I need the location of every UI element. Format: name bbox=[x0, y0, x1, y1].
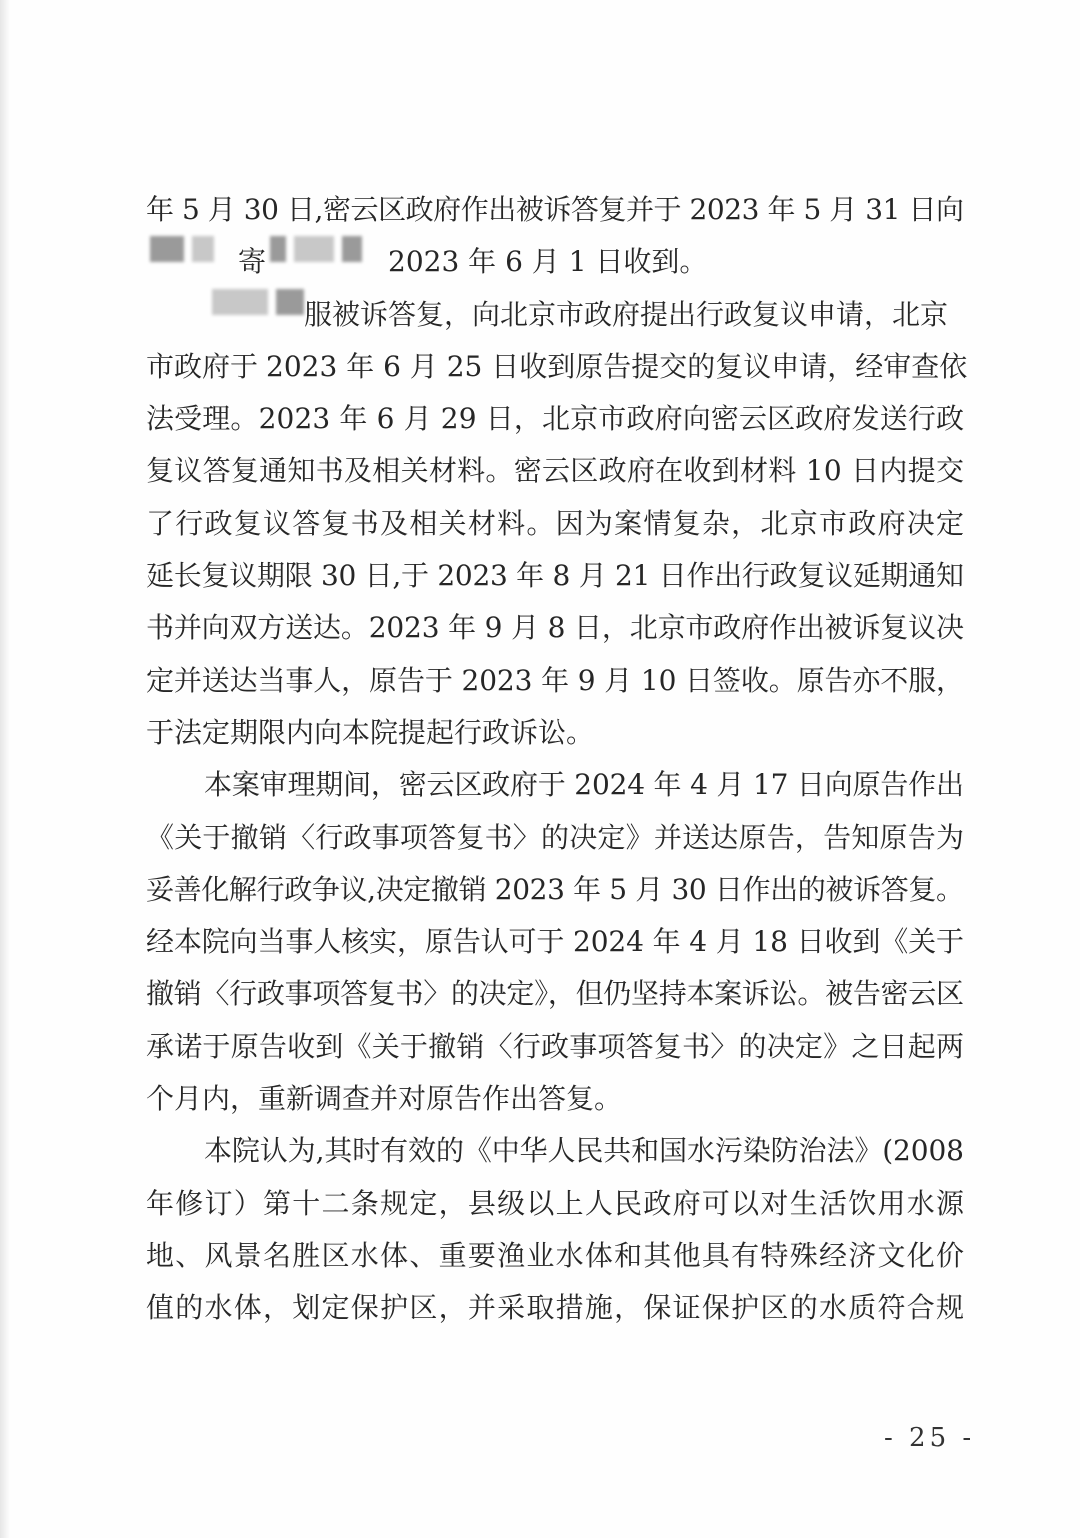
line-text: 书并向双方送达。2023 年 9 月 8 日，北京市政府作出被诉复议决 bbox=[146, 611, 964, 645]
text-line-16 bbox=[146, 968, 964, 1020]
line-text: 妥善化解行政争议,决定撤销 2023 年 5 月 30 日作出的被诉答复。 bbox=[146, 872, 964, 906]
line-text: 本院认为,其时有效的《中华人民共和国水污染防治法》(2008 bbox=[204, 1134, 964, 1168]
text-line-10 bbox=[146, 655, 964, 707]
text-line-14 bbox=[146, 864, 964, 916]
redaction-mark bbox=[294, 236, 334, 262]
text-line-17 bbox=[146, 1021, 964, 1073]
line-text: 2023 年 6 月 25 日收到原告提交的复议申请，经审查依 bbox=[266, 349, 968, 383]
line-text: 法受理。2023 年 6 月 29 日，北京市政府向密云区政府发送行政 bbox=[146, 402, 965, 436]
redaction-mark bbox=[270, 236, 286, 262]
partial-text: 寄 bbox=[238, 245, 267, 279]
line-text: 个月内，重新调查并对原告作出答复。 bbox=[146, 1082, 623, 1116]
text-line-1 bbox=[146, 184, 964, 236]
text-line-18 bbox=[146, 1073, 964, 1125]
text-line-15 bbox=[146, 916, 964, 968]
text-line-12 bbox=[146, 759, 964, 811]
line-text: 撤销〈行政事项答复书〉的决定》，但仍坚持本案诉讼。被告密云区 bbox=[146, 977, 964, 1011]
line-text: 于法定期限内向本院提起行政诉讼。 bbox=[146, 715, 595, 749]
line-text: 地、风景名胜区水体、重要渔业水体和其他具有特殊经济文化价 bbox=[146, 1238, 966, 1272]
text-line-13 bbox=[146, 812, 964, 864]
text-line-3 bbox=[146, 289, 964, 341]
text-line-5 bbox=[146, 393, 964, 445]
text-line-19 bbox=[146, 1125, 964, 1177]
partial-text: 于 bbox=[230, 349, 259, 383]
line-text: 年 5 月 30 日,密云区政府作出被诉答复并于 2023 年 5 月 31 日向 bbox=[146, 193, 964, 226]
redaction-mark bbox=[212, 289, 268, 315]
redaction-mark bbox=[276, 289, 304, 315]
line-text: 值的水体，划定保护区，并采取措施，保证保护区的水质符合规 bbox=[146, 1291, 966, 1325]
text-line-20 bbox=[146, 1178, 964, 1230]
line-text: 延长复议期限 30 日,于 2023 年 8 月 21 日作出行政复议延期通知 bbox=[146, 559, 964, 593]
partial-text: 市政府 bbox=[146, 349, 231, 383]
text-line-2 bbox=[146, 236, 964, 288]
line-text: 年修订）第十二条规定，县级以上人民政府可以对生活饮用水源 bbox=[146, 1186, 966, 1220]
page-number: - 25 - bbox=[884, 1423, 976, 1453]
text-line-11 bbox=[146, 707, 964, 759]
text-line-21 bbox=[146, 1230, 964, 1282]
redaction-mark bbox=[342, 236, 362, 262]
line-text: 了行政复议答复书及相关材料。因为案情复杂，北京市政府决定 bbox=[146, 506, 966, 540]
line-text: 承诺于原告收到《关于撤销〈行政事项答复书〉的决定》之日起两 bbox=[146, 1029, 965, 1063]
text-line-9 bbox=[146, 602, 964, 654]
line-text: 复议答复通知书及相关材料。密云区政府在收到材料 10 日内提交 bbox=[146, 454, 965, 488]
body-text bbox=[146, 184, 968, 1335]
line-text: 经本院向当事人核实，原告认可于 2024 年 4 月 18 日收到《关于 bbox=[146, 925, 964, 959]
line-text: 定并送达当事人，原告于 2023 年 9 月 10 日签收。原告亦不服， bbox=[146, 663, 964, 697]
text-line-8 bbox=[146, 550, 964, 602]
redaction-mark bbox=[150, 236, 184, 262]
page-edge-shadow bbox=[0, 0, 10, 1538]
text-line-4 bbox=[146, 341, 968, 393]
line-text: 本案审理期间，密云区政府于 2024 年 4 月 17 日向原告作出 bbox=[204, 768, 964, 802]
text-line-22 bbox=[146, 1282, 964, 1334]
redaction-mark bbox=[192, 236, 214, 262]
text-line-6 bbox=[146, 445, 964, 497]
line-text: 2023 年 6 月 1 日收到。 bbox=[388, 245, 708, 279]
line-text: 《关于撤销〈行政事项答复书〉的决定》并送达原告，告知原告为 bbox=[146, 820, 965, 854]
line-text: 服被诉答复，向北京市政府提出行政复议申请，北京 bbox=[304, 297, 949, 331]
text-line-7 bbox=[146, 498, 964, 550]
